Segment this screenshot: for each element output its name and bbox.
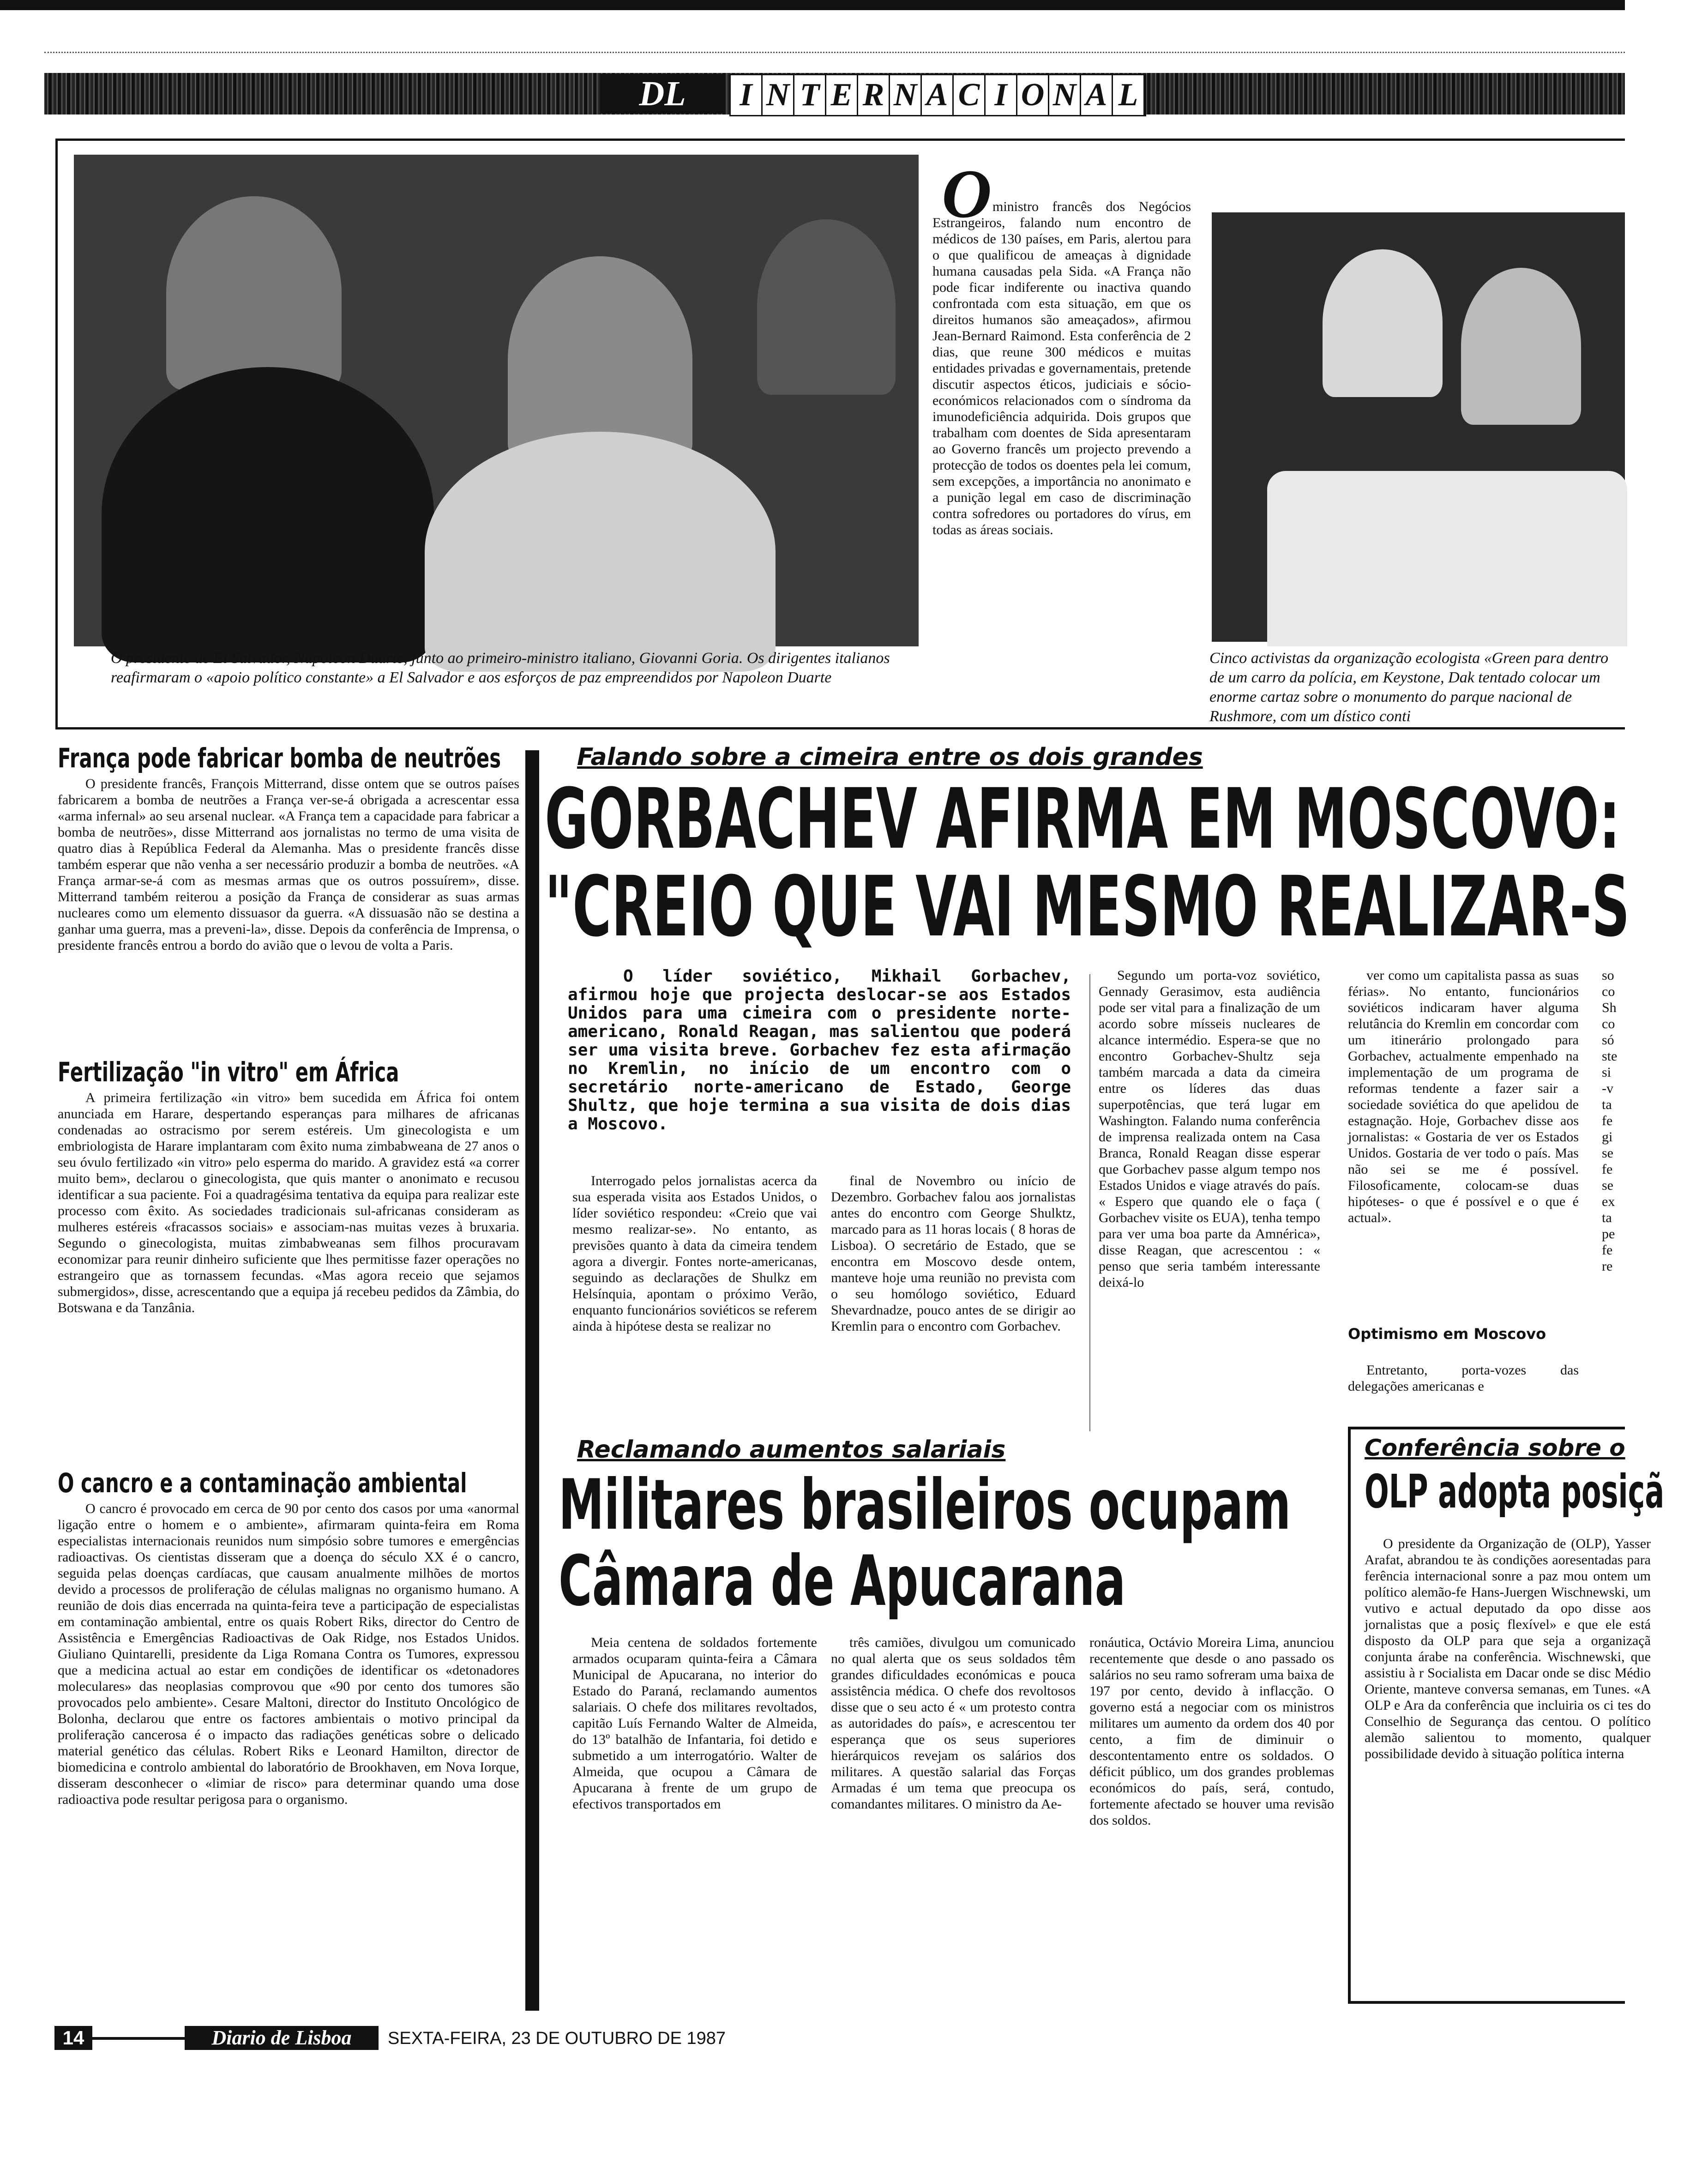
briefs-column xyxy=(58,743,519,1985)
militares-col-3: ronáutica, Octávio Moreira Lima, anunciou recentemente que desde o ano passado os salários no seu ramo sofreram uma baixa de 197 por cento, devido à inflacção. O governo está a negociar com os ministros militares um aumento da ordem dos 40 por cento, a fim de diminuir o descontentamento entre os soldados. O déficit público, um dos grandes problemas económicos do país, será, contudo, fortemente afectado se houver uma revisão dos soldos. xyxy=(1089,1635,1334,1828)
brief-text-invitro: A primeira fertilização «in vitro» bem sucedida em África foi ontem anunciada em Harare, despertando esperanças para milhares de africanas condenadas ao ostracismo por serem estéreis. Um ginecologista e um embriologista de Harare implantaram com êxito numa zimbabweana de 27 anos o seu óvulo fertilizado «in vitro» pelo esperma do marido. A gravidez está «a correr muito bem», declarou o ginecologista, que quis manter o anonimato e recusou identificar a sua paciente. Foi a quadragésima tentativa da equipa para realizar este processo com êxito. As sociedades tradicionais sul-africanas consideram as mulheres estéreis «fracassos sociais» e associam-nas muitas vezes à bruxaria. Segundo o ginecologista, muitas zimbabweanas sem filhos procuravam economizar para reunir dinheiro suficiente que lhes permitisse fazer operações no estrangeiro que as tornassem fecundas. «Mas agora receio que sejamos submergidos», disse, acrescentando que a equipa já recebeu pedidos da Zâmbia, do Botswana e da Tanzânia. xyxy=(58,1090,519,1315)
figure-body-right xyxy=(425,432,776,672)
gorbachev-col-4: ver como um capitalista passa as suas férias». No entanto, funcionários soviéticos indicaram haver alguma relutância do Kremlin em concordar com um itinerário prolongado para Gorbachev, actualmente empenhado na implementação de um programa de reformas tendente a fazer sair a sociedade soviética do que apelidou de estagnação. Hoje, Gorbachev disse aos jornalistas: « Gostaria de ver os Estados Unidos. Gostaria de ver todo o país. Mas não sei se me é possível. Filosoficamente, colocam-se duas hipóteses- o que é possível e o que é actual». xyxy=(1348,968,1579,1225)
olp-kicker: Conferência sobre o xyxy=(1365,1435,1625,1461)
olp-headline: OLP adopta posiçã xyxy=(1365,1465,1665,1519)
militares-kicker: Reclamando aumentos salariais xyxy=(577,1436,1006,1464)
section-letter: N xyxy=(890,75,922,115)
gorbachev-col-4-end: Entretanto, porta-vozes das delegações americanas e xyxy=(1348,1362,1579,1394)
figure-head-left xyxy=(166,196,342,390)
photo-left-caption: O presidente de El Salvador, Napoleon Duarte, junto ao primeiro-ministro italiano, Giovanni Goria. Os dirigentes italianos reafirmaram o «apoio político constante» a El Salvador e aos esforços de paz empreendidos por Napoleon Duarte xyxy=(111,650,890,686)
gorbachev-kicker: Falando sobre a cimeira entre os dois grandes xyxy=(577,743,1203,771)
footer-date: SEXTA-FEIRA, 23 DE OUTUBRO DE 1987 xyxy=(388,2029,726,2048)
top-rule xyxy=(0,0,1625,10)
section-letter: T xyxy=(794,75,826,115)
gorbachev-headline-2: "CREIO QUE VAI MESMO REALIZAR-S xyxy=(545,859,1630,955)
olp-text: O presidente da Organização de (OLP), Yasser Arafat, abrandou te às condições aoresentadas para ferência internacional sonre a paz mou ontem um político alemão-fe Hans-Juergen Wischnewski, um vutivo e actual deputado da opo disse aos jornalistas que a posiç flexível» e que ele está disposto da OLP para que seja a organizaçã conjunta árabe na conferência. Wischnewski, que assistiu à r Socialista em Dacar onde se disc Médio Oriente, manteve conversa semanas, em Tunes. «A OLP e Ara da conferência que incluiria os ci tes do Conselhio de Segurança das centou. O político alemão salientou to momento, qualquer possibilidade devido à situação política interna xyxy=(1365,1536,1651,1761)
militares-col-1: Meia centena de soldados fortemente armados ocuparam quinta-feira a Câmara Municipal de Apucarana, no interior do Estado do Paraná, reclamando aumentos salariais. O chefe dos militares revoltados, capitão Luís Fernando Walter de Almeida, do 13º batalhão de Infantaria, foi detido e submetido a um interrogatório. Walter de Almeida, que ocupou a Câmara de Apucarana à frente de um grupo de efectivos transportados em xyxy=(572,1635,817,1812)
section-letter: A xyxy=(1081,75,1113,115)
photo-right-caption: Cinco activistas da organização ecologista «Green para dentro de um carro da polícia, em Keystone, Dak tentado colocar um enorme cartaz sobre o monumento do parque nacional de Rushmore, com um dístico conti xyxy=(1209,650,1609,725)
footer-paper-name: Diario de Lisboa xyxy=(185,2026,379,2050)
gorbachev-col-2: final de Novembro ou início de Dezembro. Gorbachev falou aos jornalistas antes do encontro com George Shulktz, marcado para as 11 horas locais ( 8 horas de Lisboa). O secretário de Estado, que se encontra em Moscovo desde ontem, manteve hoje uma reunião no prevista com o seu homólogo soviético, Eduard Shevardnadze, pouco antes de se dirigir ao Kremlin para o encontro com Gorbachev. xyxy=(831,1173,1076,1334)
figure-background xyxy=(757,219,896,395)
section-letter: E xyxy=(826,75,858,115)
militares-col-2: três camiões, divulgou um comunicado no qual alerta que os seus soldados têm grandes dificuldades económicas e pouca assistência médica. O chefe dos revoltosos disse que o seu acto é « um protesto contra as autoridades do país», e acrescentou ter esperança que os seus superiores hierárquicos revejam os salários dos militares. A questão salarial das Forças Armadas é um tema que preocupa os comandantes militares. O ministro da Ae- xyxy=(831,1635,1076,1812)
gorbachev-headline-1: GORBACHEV AFIRMA EM MOSCOVO: xyxy=(545,771,1620,868)
figure-face xyxy=(1461,268,1581,425)
dotted-rule xyxy=(44,52,1625,57)
column-rule xyxy=(525,750,539,2011)
militares-headline-2: Câmara de Apucarana xyxy=(559,1541,1126,1621)
section-letter: O xyxy=(1017,75,1049,115)
page-number: 14 xyxy=(54,2026,92,2050)
brief-text-neutroes: O presidente francês, François Mitterrand, disse ontem que se outros países fabricarem a bomba de neutrões a França ver-se-á obrigada a acrescentar essa «arma infernal» ao seu arsenal nuclear. «A França tem a capacidade para fabricar a bomba de neutrões», disse Mitterrand aos jornalistas no termo de uma visita de quatro dias à República Federal da Alemanha. Mas o presidente francês disse também esperar que não venha a ser necessário produzir a bomba de neutrões. «A França armar-se-á com as mesmas armas que os outros possuírem», disse. Mitterrand também reiterou a posição da França de considerar as suas armas nucleares como um elemento dissuasor da guerra. «A dissuasão não se destina a ganhar uma guerra, mas a preveni-la», disse. Depois da conferência de Imprensa, o presidente francês entrou a bordo do avião que o levou de volta a Paris. xyxy=(58,776,519,953)
section-letter: I xyxy=(986,75,1017,115)
brief-title-cancro: O cancro e a contaminação ambiental xyxy=(58,1467,467,1499)
olp-box xyxy=(1348,1427,1665,2004)
gorbachev-col-3: Segundo um porta-voz soviético, Gennady Gerasimov, esta audiência pode ser vital para a finalização de um acordo sobre mísseis nucleares de alcance intermédio. Espera-se que no encontro Gorbachev-Shultz seja também marcada a data da cimeira entre os líderes das duas superpotências, que terá lugar em Washington. Falando numa conferência de imprensa realizada ontem na Casa Branca, Ronald Reagan disse esperar que Gorbachev passe algum tempo nos Estados Unidos e viage através do país. « Espero que quando ele o faça ( Gorbachev visite os EUA), tenha tempo para ver uma boa parte da Amnérica», disse Reagan, que acrescentou : « penso que seria também interessante deixá-lo xyxy=(1099,968,1320,1290)
police-car xyxy=(1267,471,1627,646)
section-letter: N xyxy=(763,75,794,115)
dropcap: O xyxy=(942,156,992,232)
gorbachev-col-1: Interrogado pelos jornalistas acerca da sua esperada visita aos Estados Unidos, o líder soviético respondeu: «Creio que vai mesmo realizar-se». No entanto, as previsões quanto à data da cimeira tendem agora a divergir. Fontes norte-americanas, seguindo as declarações de Shulkz em Helsínquia, apontam o próximo Verão, enquanto funcionários soviéticos se referem ainda à hipótese desta se realizar no xyxy=(572,1173,817,1334)
figure-body-left xyxy=(102,367,434,663)
section-letter: N xyxy=(1049,75,1081,115)
photo-duarte-goria xyxy=(74,155,919,646)
sida-article: ministro francês dos Negócios Estrangeiros, falando num encontro de médicos de 130 países, em Paris, alertou para o que qualificou de ameaças à dignidade humana causadas pela Sida. «A França não pode ficar indiferente ou inactiva quando confrontada com esta situação, em que os direitos humanos são ameaçados», afirmou Jean-Bernard Raimond. Esta conferência de 2 dias, que reune 300 médicos e muitas entidades privadas e governamentais, pretende discutir aspectos éticos, judiciais e sócio-económicos relacionados com o síndroma da imunodeficiência adquirida. Dois grupos que trabalham com doentes de Sida apresentaram ao Governo francês um projecto prevendo a protecção de todos os doentes pela lei comum, sem excepções, a importância no anonimato e a punição legal em caso de discriminação contra sofredores ou portadores do vírus, em todas as áreas sociais. xyxy=(932,199,1191,537)
section-letter: R xyxy=(858,75,890,115)
militares-headline-1: Militares brasileiros ocupam xyxy=(559,1465,1291,1545)
section-letter: A xyxy=(922,75,954,115)
brief-title-neutroes: França pode fabricar bomba de neutrões xyxy=(58,742,501,774)
gorbachev-col-5-fragment: so co Sh co só ste si -v ta fe gi se fe se ex ta pe fe re xyxy=(1602,968,1618,1274)
section-letter: C xyxy=(954,75,986,115)
gorbachev-subhead: Optimismo em Moscovo xyxy=(1348,1325,1546,1343)
gorbachev-col-divider xyxy=(1089,974,1090,1431)
brief-title-invitro: Fertilização "in vitro" em África xyxy=(58,1056,399,1088)
brief-text-cancro: O cancro é provocado em cerca de 90 por cento dos casos por uma «anormal ligação entre o homem e o ambiente», afirmaram quinta-feira em Roma especialistas internacionais reunidos num simpósio sobre tumores e emergências radioactivas. Os cientistas disseram que a doença do século XX é o cancro, seguida pelas doenças cardíacas, que causam anualmente milhões de mortos devido a processos de proliferação de células malignas no organismo humano. A reunião de dois dias encerrada na quinta-feira teve a participação de especialistas em contaminação ambiental, entre os quais Robert Riks, director do Centro de Assistência e Emergências Radioactivas de Oak Ridge, nos Estados Unidos. Giuliano Quintarelli, presidente da Liga Romana Contra os Tumores, expressou que a medicina actual ao estar em condições de identificar os «detonadores moleculares» das neoplasias comprovou que «90 por cento dos tumores são provocados pelo ambiente». Cesare Maltoni, director do Instituto Oncológico de Bolonha, declarou que entre os factores ambientais o motivo principal da proliferação cancerosa é o impacto das radiações genéticas sobre o delicado material genético das células. Robert Riks e Leonard Hamilton, director de biomedicina e controlo ambiental do laboratório de Brookhaven, em Nova Iorque, disseram desconhecer o «limiar de risco» para determinar quando uma dose radioactiva pode resultar perigosa para o organismo. xyxy=(58,1501,519,1807)
paper-logo: DL xyxy=(600,74,725,114)
section-letter: L xyxy=(1113,75,1145,115)
photo-greenpeace-arrest xyxy=(1212,212,1625,642)
section-letter: I xyxy=(731,75,763,115)
gorbachev-lead: O líder soviético, Mikhail Gorbachev, afirmou hoje que projecta deslocar-se aos Estados Unidos para uma cimeira com o presidente norte-americano, Ronald Reagan, mas salientou que poderá ser uma visita breve. Gorbachev fez esta afirmação no Kremlin, no início de um encontro com o secretário norte-americano de Estado, George Shultz, que hoje termina a sua visita de dois dias a Moscovo. xyxy=(568,967,1071,1133)
section-title-internacional xyxy=(729,74,1146,116)
figure-hat xyxy=(1323,249,1443,397)
footer-rule xyxy=(92,2037,185,2040)
